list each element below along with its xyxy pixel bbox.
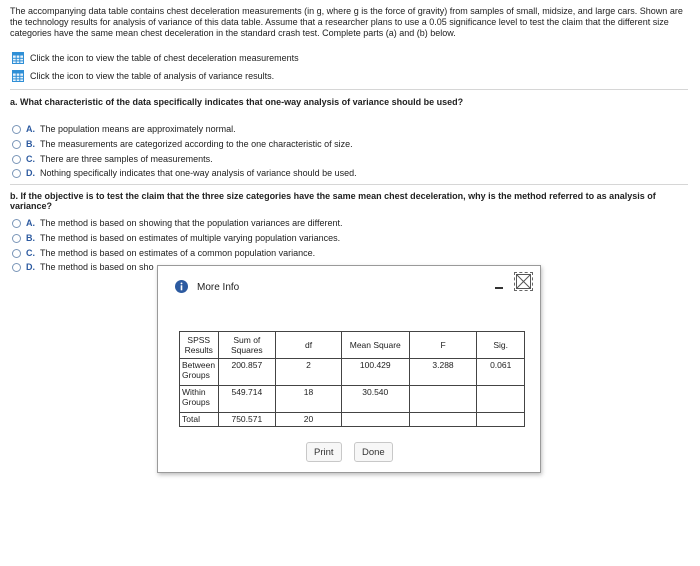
option-text: There are three samples of measurements.	[40, 154, 213, 164]
question-a: a. What characteristic of the data specifically indicates that one-way analysis of variance should be used?	[10, 97, 464, 107]
minimize-button[interactable]	[493, 279, 505, 291]
view-anova-table-link[interactable]	[12, 70, 274, 82]
cell-f	[409, 413, 477, 427]
option-letter: A.	[26, 218, 35, 228]
cell-df: 18	[276, 386, 342, 413]
option-text: The measurements are categorized according to the one characteristic of size.	[40, 139, 353, 149]
cell-f	[409, 386, 477, 413]
option-letter: C.	[26, 248, 35, 258]
problem-statement: The accompanying data table contains chest deceleration measurements (in g, where g is the force of gravity) from samples of small, midsize, and large cars. Shown are the technology results for analysis of variance of this data table. Assume that a researcher plans to use a 0.05 significance level to test the claim that the different size categories have the same mean chest deceleration in the standard crash test. Complete parts (a) and (b) below.	[10, 6, 683, 38]
option-a-A[interactable]	[12, 124, 236, 134]
radio-button[interactable]	[12, 140, 21, 149]
close-button[interactable]	[514, 272, 533, 291]
option-letter: D.	[26, 168, 35, 178]
radio-button[interactable]	[12, 125, 21, 134]
link-label[interactable]: Click the icon to view the table of chest deceleration measurements	[30, 53, 299, 63]
option-text: The method is based on sho	[40, 262, 154, 272]
option-letter: C.	[26, 154, 35, 164]
option-b-A[interactable]	[12, 218, 343, 228]
header-sum-of-squares: Sum of Squares	[218, 332, 276, 359]
header-sig: Sig.	[477, 332, 525, 359]
info-icon	[175, 280, 188, 293]
link-label[interactable]: Click the icon to view the table of analysis of variance results.	[30, 71, 275, 81]
header-mean-square: Mean Square	[341, 332, 409, 359]
cell-source: Total	[180, 413, 219, 427]
radio-button[interactable]	[12, 234, 21, 243]
cell-df: 20	[276, 413, 342, 427]
view-data-table-link[interactable]	[12, 52, 299, 64]
option-text: The population means are approximately normal.	[40, 124, 236, 134]
header-source: SPSS Results	[180, 332, 219, 359]
cell-f: 3.288	[409, 359, 477, 386]
option-a-C[interactable]	[12, 154, 213, 164]
table-row	[180, 386, 525, 413]
radio-button[interactable]	[12, 169, 21, 178]
option-a-D[interactable]	[12, 168, 357, 178]
cell-source: Between Groups	[180, 359, 219, 386]
cell-ss: 549.714	[218, 386, 276, 413]
cell-sig: 0.061	[477, 359, 525, 386]
cell-ss: 200.857	[218, 359, 276, 386]
option-text: Nothing specifically indicates that one-way analysis of variance should be used.	[40, 168, 357, 178]
radio-button[interactable]	[12, 263, 21, 272]
option-text: The method is based on estimates of a common population variance.	[40, 248, 316, 258]
option-letter: D.	[26, 262, 35, 272]
option-b-D[interactable]	[12, 262, 154, 272]
radio-button[interactable]	[12, 249, 21, 258]
cell-sig	[477, 413, 525, 427]
more-info-dialog	[157, 265, 541, 473]
cell-ms: 30.540	[341, 386, 409, 413]
dialog-header	[158, 266, 540, 306]
cell-sig	[477, 386, 525, 413]
header-df: df	[276, 332, 342, 359]
cell-ms: 100.429	[341, 359, 409, 386]
cell-ss: 750.571	[218, 413, 276, 427]
table-row	[180, 413, 525, 427]
radio-button[interactable]	[12, 219, 21, 228]
radio-button[interactable]	[12, 155, 21, 164]
option-b-C[interactable]	[12, 248, 315, 258]
header-f: F	[409, 332, 477, 359]
divider	[10, 184, 688, 185]
option-letter: B.	[26, 233, 35, 243]
close-icon[interactable]	[516, 274, 531, 289]
table-icon[interactable]	[12, 52, 24, 64]
cell-ms	[341, 413, 409, 427]
table-row	[180, 359, 525, 386]
option-b-B[interactable]	[12, 233, 340, 243]
cell-df: 2	[276, 359, 342, 386]
print-button[interactable]: Print	[306, 442, 342, 462]
table-icon[interactable]	[12, 70, 24, 82]
option-text: The method is based on estimates of multiple varying population variances.	[40, 233, 341, 243]
option-text: The method is based on showing that the population variances are different.	[40, 218, 343, 228]
dialog-title: More Info	[197, 282, 240, 293]
table-header-row	[180, 332, 525, 359]
cell-source: Within Groups	[180, 386, 219, 413]
anova-table	[179, 331, 525, 427]
divider	[10, 89, 688, 90]
question-b: b. If the objective is to test the claim that the three size categories have the same mean chest deceleration, why is the method referred to as analysis of variance?	[10, 191, 656, 211]
option-letter: A.	[26, 124, 35, 134]
option-a-B[interactable]	[12, 139, 353, 149]
option-letter: B.	[26, 139, 35, 149]
done-button[interactable]: Done	[354, 442, 393, 462]
